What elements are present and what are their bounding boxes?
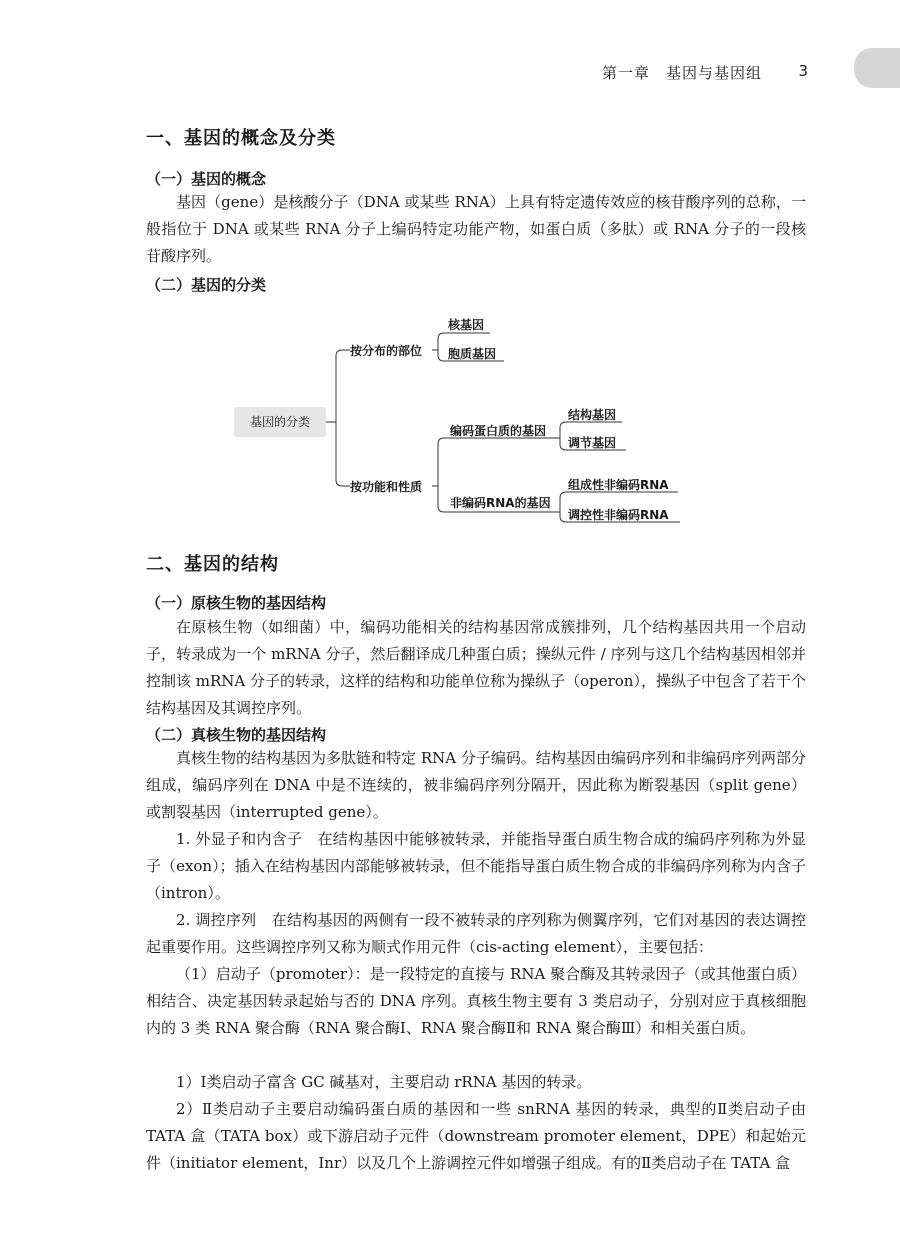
promoter-paragraph: （1）启动子（promoter）：是一段特定的直接与 RNA 聚合酶及其转录因子（或其他蛋白质）相结合、决定基因转录起始与否的 DNA 序列。真核生物主要有 3 类启动子，分别对应于真核细胞内的 3 类 RNA 聚合酶（RNA 聚合酶Ⅰ、RNA 聚合酶Ⅱ和 RNA 聚合酶Ⅲ）和相关蛋白质。 (146, 965, 806, 1037)
section-1-1-title: （一）基因的概念 (146, 170, 267, 188)
eukaryote-paragraph: 真核生物的结构基因为多肽链和特定 RNA 分子编码。结构基因由编码序列和非编码序列两部分组成，编码序列在 DNA 中是不连续的，被非编码序列分隔开，因此称为断裂基因（split gene）或割裂基因（interrupted gene）。 (146, 749, 806, 821)
exon-intron-paragraph: 1. 外显子和内含子 在结构基因中能够被转录，并能指导蛋白质生物合成的编码序列称为外显子（exon）；插入在结构基因内部能够被转录，但不能指导蛋白质生物合成的非编码序列称为内含子（intron）。 (146, 830, 806, 902)
section-2-title: 二、基因的结构 (146, 554, 279, 575)
gene-classification-diagram (0, 300, 900, 540)
level1-brace (336, 350, 342, 486)
branch2-brace (438, 438, 444, 512)
class-2-promoter-paragraph: 2）Ⅱ类启动子主要启动编码蛋白质的基因和一些 snRNA 基因的转录，典型的Ⅱ类启动子由 TATA 盒（TATA box）或下游启动子元件（downstream promoter element，DPE）和起始元件（initiator element，Inr）以及几个上游调控元件如增强子组成。有的Ⅱ类启动子在 TATA 盒 (146, 1100, 806, 1172)
branch2a-brace (560, 422, 566, 450)
running-header (0, 60, 900, 84)
branch2b-brace (560, 492, 566, 522)
leaf-nuclear-gene: 核基因 (448, 318, 485, 332)
page-edge-tab (854, 48, 900, 88)
section-1-2-title: （二）基因的分类 (146, 276, 267, 294)
page-number: 3 (798, 62, 808, 80)
leaf-regulatory-ncrna: 调控性非编码RNA (568, 508, 669, 522)
prokaryote-paragraph: 在原核生物（如细菌）中，编码功能相关的结构基因常成簇排列，几个结构基因共用一个启动子，转录成为一个 mRNA 分子，然后翻译成几种蛋白质；操纵元件 / 序列与这几个结构基因相邻并控制该 mRNA 分子的转录，这样的结构和功能单位称为操纵子（operon），操纵子中包含了若干个结构基因及其调控序列。 (146, 618, 806, 717)
section-1-title: 一、基因的概念及分类 (146, 128, 336, 149)
branch-by-function: 按功能和性质 (350, 480, 423, 494)
leaf-structural-gene: 结构基因 (568, 408, 617, 422)
branch-protein-coding-gene: 编码蛋白质的基因 (450, 424, 547, 438)
gene-concept-paragraph: 基因（gene）是核酸分子（DNA 或某些 RNA）上具有特定遗传效应的核苷酸序列的总称，一般指位于 DNA 或某些 RNA 分子上编码特定功能产物，如蛋白质（多肽）或 RNA 分子的一段核苷酸序列。 (146, 193, 806, 265)
leaf-constitutive-ncrna: 组成性非编码RNA (568, 478, 669, 492)
section-2-1-title: （一）原核生物的基因结构 (146, 594, 327, 612)
regulatory-sequence-paragraph: 2. 调控序列 在结构基因的两侧有一段不被转录的序列称为侧翼序列，它们对基因的表达调控起重要作用。这些调控序列又称为顺式作用元件（cis-acting element），主要包括： (146, 911, 806, 956)
diagram-root-box: 基因的分类 (234, 407, 326, 437)
class-1-promoter-paragraph: 1）Ⅰ类启动子富含 GC 碱基对，主要启动 rRNA 基因的转录。 (176, 1073, 592, 1091)
branch-by-location: 按分布的部位 (350, 344, 423, 358)
section-2-2-title: （二）真核生物的基因结构 (146, 726, 327, 744)
leaf-regulatory-gene: 调节基因 (568, 436, 617, 450)
chapter-title: 第一章 基因与基因组 (601, 64, 762, 82)
leaf-cytoplasmic-gene: 胞质基因 (448, 347, 497, 361)
branch-noncoding-rna-gene: 非编码RNA的基因 (450, 496, 551, 510)
branch1-brace (438, 333, 444, 361)
